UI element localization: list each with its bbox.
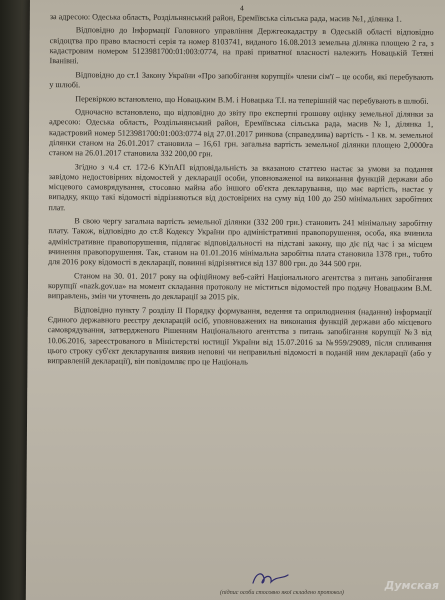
- paragraph-valuation: Одночасно встановлено, що відповідно до звіту про експертні грошову оцінку земельної ділянки за адресою: Одеська область, Роздільнянський район, Еремїївська сільська рада, масив №1, ділянка 1, кадастровий номер 5123981700:01:003:0774 від 27.01.2017 ринкова (справедлива) вартість - 1 кв. м. земельної ділянки станом на 26.01.2017 становила – 16,61 грн. загальна вартість земельної ділянки площею 2,0000га станом на 26.01.2017 становила 332 200,00 грн.: [48, 107, 434, 159]
- paragraph-marriage-check: Перевіркою встановлено, що Новацьким В.М. і Новацька Т.І. на теперішній час перебувають в шлюбі.: [75, 93, 429, 106]
- signature-caption: (підпис особи стосовно якої складено протокол): [220, 590, 344, 596]
- document-body: [47, 2, 434, 369]
- document-page: [26, 0, 445, 600]
- handwritten-signature: [250, 570, 294, 588]
- paragraph-law-definition: Відповідно до ст.1 Закону України «Про запобігання корупції» члени сім'ї – це особи, які перебувають у шлюбі.: [49, 70, 434, 90]
- signature-block: [210, 582, 390, 600]
- paragraph-procedure: Відповідно пункту 7 розділу ІІ Порядку формування, ведення та оприлюднення (надання) інформації Єдиного державного реєстру декларацій осіб, уповноважених на виконання функцій держави або місцевого самоврядування, затвердженого Рішенням Національного агентства з питань запобігання корупції №3 від 10.06.2016, зареєстрованого в Міністерстві юстиції України від 15.07.2016 за №959/29089, після спливання цього строку суб'єкт декларування виявив неповні чи неправильні відомості в поданій ним декларації (або у виправленій декларації), він повідомляє про це Національ: [47, 305, 432, 367]
- paragraph-geocadastre-info: Відповідно до Інформації Головного управління Держгеокадастру в Одеській області відповідно свідоцтва про право власності серія та номер 8103741, виданого 16.08.2013 земельна ділянка площею 2 га, з кадастровим номером 5123981700:01:003:0774, на праві приватної власності належить Новацькій Тетяні Іванівні.: [49, 25, 434, 66]
- watermark-logo: Думская: [384, 579, 439, 592]
- paragraph-address: за адресою: Одеська область, Роздільнянський район, Еремїївська сільська рада, масив №1, ділянка 1.: [49, 12, 402, 24]
- paragraph-liability: Згідно з ч.4 ст. 172-6 КУпАП відповідальність за вказаною статтею настає за умови за подання завідомо недостовірних відомостей у декларації особи, уповноваженої на виконання функцій держави або місцевого самоврядування, стосовно майна або іншого об'єкта декларування, що має вартість, настає у випадку, якщо такі відомості відрізняються від достовірних на суму від 100 до 250 мінімальних заробітних плат.: [48, 161, 433, 212]
- paragraph-land-value: В свою чергу загальна вартість земельної ділянки (332 200 грн.) становить 241 мінімальну заробітну плату. Також, відповідно до ст.8 Кодексу України про адміністративні правопорушення, особа, яка вчинила адміністративне правопорушення, підлягає відповідальності на підставі закону, що діє під час і за місцем вчинення правопорушення. Так, станом на 01.01.2016 мінімальна заробітна плата становила 1378 грн., тобто для 2016 року відомості в декларації, повинні відрізнятися від 137 800 грн. до 344 500 грн.: [48, 216, 433, 269]
- page-number: 4: [240, 3, 244, 13]
- paragraph-nazk-check: Станом на 30. 01. 2017 року на офіційному веб-сайті Національного агентства з питань запобігання корупції «nazk.gov.ua» на момент складання протоколу не міститься відомостей про подачу Новацьким В.М. виправлень, змін чи уточнень до декларації за 2015 рік.: [47, 271, 433, 302]
